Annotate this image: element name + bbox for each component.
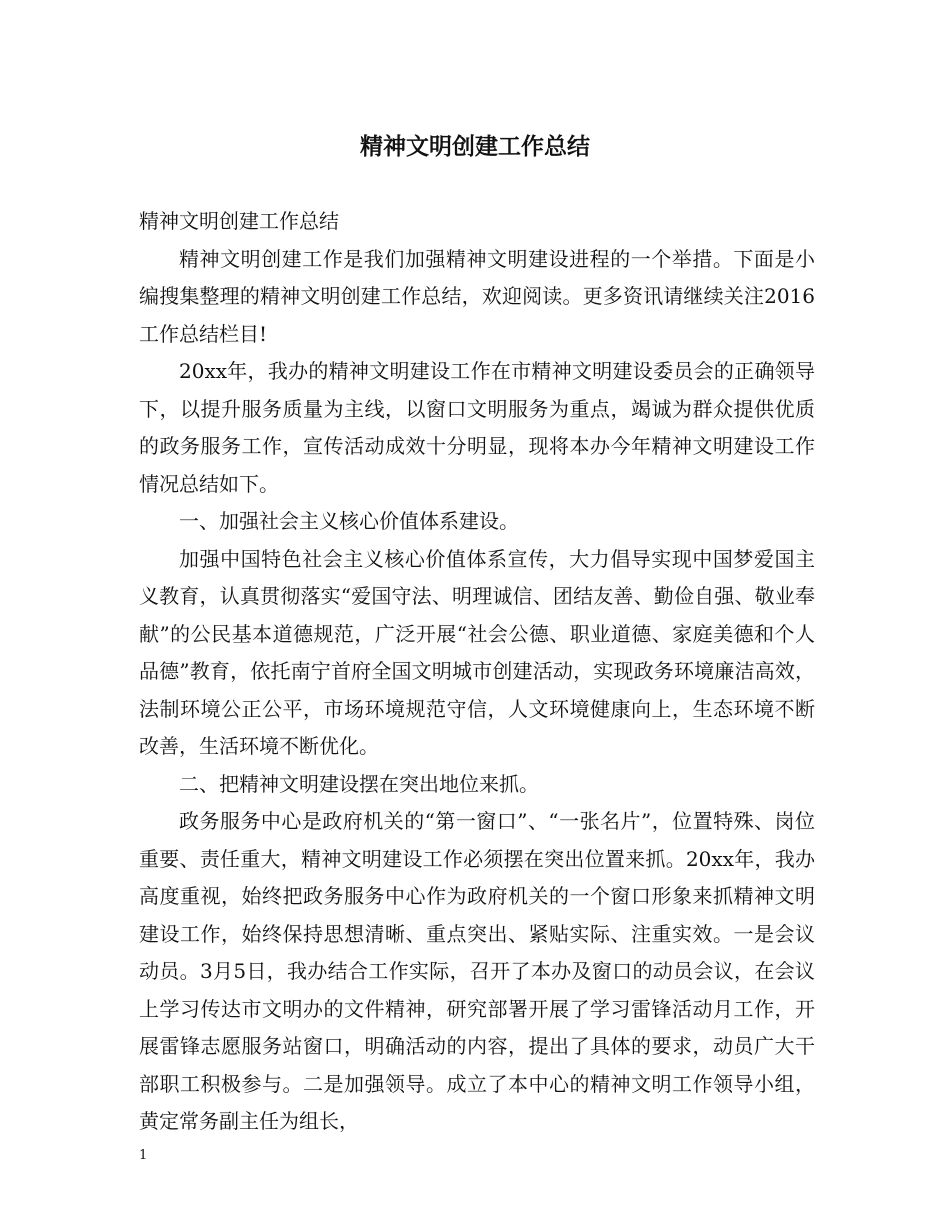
paragraph-section-2: 政务服务中心是政府机关的“第一窗口”、“一张名片”，位置特殊、岗位重要、责任重大，精神文明建设工作必须摆在突出位置来抓。20xx年，我办高度重视，始终把政务服务中心作为政府机关的一个窗口形象来抓精神文明建设工作，始终保持思想清晰、重点突出、紧贴实际、注重实效。一是会议动员。3月5日，我办结合工作实际，召开了本办及窗口的动员会议，在会议上学习传达市文明办的文件精神，研究部署开展了学习雷锋活动月工作，开展雷锋志愿服务站窗口，明确活动的内容，提出了具体的要求，动员广大干部职工积极参与。二是加强领导。成立了本中心的精神文明工作领导小组，黄定常务副主任为组长， [139,809,815,1133]
paragraph-section-1: 加强中国特色社会主义核心价值体系宣传，大力倡导实现中国梦爱国主义教育，认真贯彻落实“爱国守法、明理诚信、团结友善、勤俭自强、敬业奉献”的公民基本道德规范，广泛开展“社会公德、职业道德、家庭美德和个人品德”教育，依托南宁首府全国文明城市创建活动，实现政务环境廉洁高效，法制环境公正公平，市场环境规范守信，人文环境健康向上，生态环境不断改善，生活环境不断优化。 [139,546,815,758]
document-body [139,203,815,1141]
document-subtitle: 精神文明创建工作总结 [139,209,339,233]
paragraph-overview: 20xx年，我办的精神文明建设工作在市精神文明建设委员会的正确领导下，以提升服务质量为主线，以窗口文明服务为重点，竭诚为群众提供优质的政务服务工作，宣传活动成效十分明显，现将本办今年精神文明建设工作情况总结如下。 [139,359,815,496]
section-heading-2: 二、把精神文明建设摆在突出地位来抓。 [179,771,539,796]
section-heading-1: 一、加强社会主义核心价值体系建设。 [179,509,519,533]
page-number: 1 [139,1148,148,1163]
document-title: 精神文明创建工作总结 [360,134,590,160]
paragraph-intro: 精神文明创建工作是我们加强精神文明建设进程的一个举措。下面是小编搜集整理的精神文明创建工作总结，欢迎阅读。更多资讯请继续关注2016工作总结栏目! [139,246,815,346]
